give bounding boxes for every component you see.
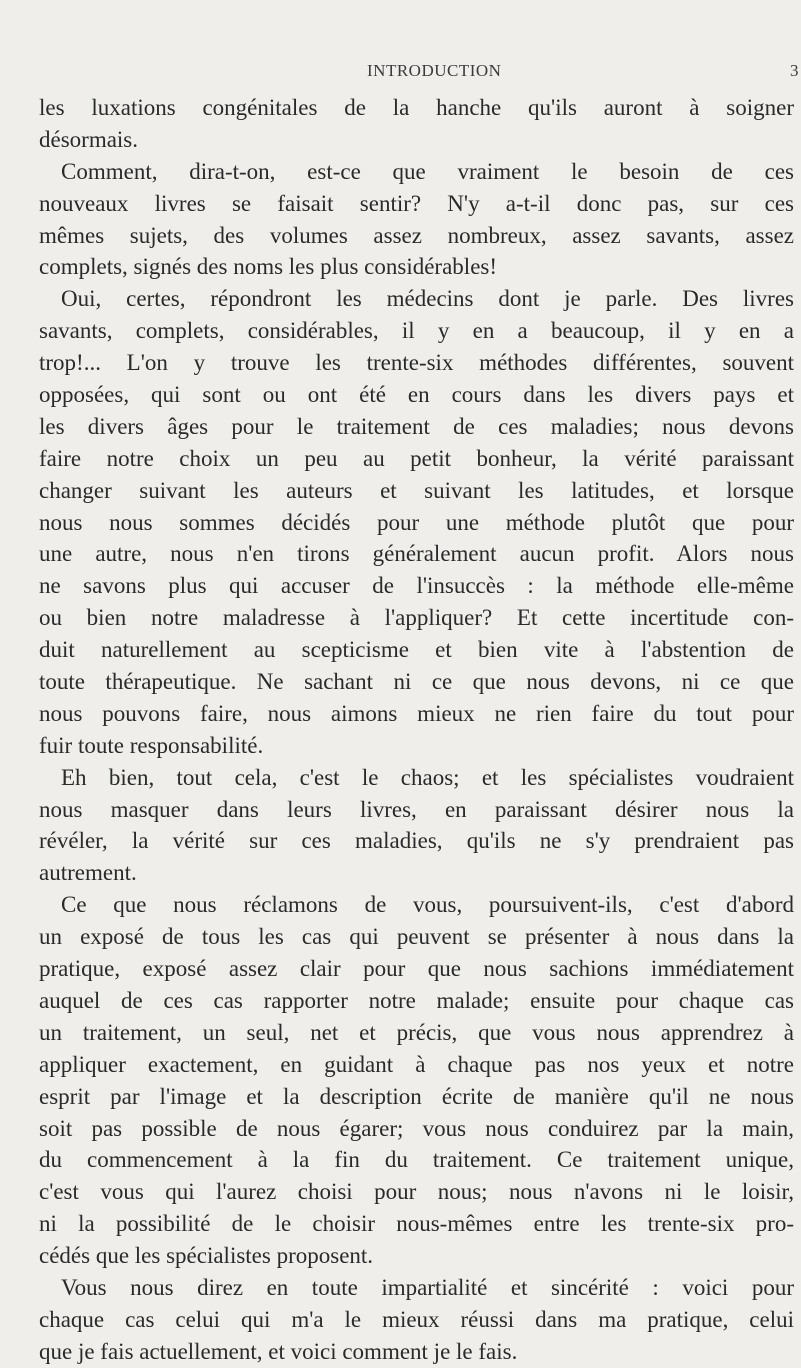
- text-line: Eh bien, tout cela, c'est le chaos; et les spécialistes voudraient: [61, 764, 794, 790]
- text-line: nous masquer dans leurs livres, en paraissant désirer nous la: [39, 796, 794, 822]
- text-line: c'est vous qui l'aurez choisi pour nous; nous n'avons ni le loisir,: [39, 1179, 794, 1205]
- text-line: toute thérapeutique. Ne sachant ni ce que nous devons, ni ce que: [39, 669, 794, 695]
- text-line: complets, signés des noms les plus considérables!: [39, 254, 498, 280]
- text-line: opposées, qui sont ou ont été en cours dans les divers pays et: [39, 382, 794, 408]
- text-line: autrement.: [39, 860, 137, 886]
- text-line: ou bien notre maladresse à l'appliquer? Et cette incertitude con-: [39, 605, 794, 631]
- text-line: duit naturellement au scepticisme et bien vite à l'abstention de: [39, 637, 794, 663]
- text-line: une autre, nous n'en tirons généralement aucun profit. Alors nous: [39, 541, 794, 567]
- text-line: nous nous sommes décidés pour une méthode plutôt que pour: [39, 509, 794, 535]
- paragraph-2: [39, 156, 794, 284]
- text-line: un traitement, un seul, net et précis, que vous nous apprendrez à: [39, 1019, 794, 1045]
- text-line: ne savons plus qui accuser de l'insuccès : la méthode elle-même: [39, 573, 794, 599]
- running-head: [0, 61, 801, 85]
- paragraph-1: [39, 92, 794, 156]
- paragraph-3: [39, 283, 794, 761]
- text-line: les divers âges pour le traitement de ces maladies; nous devons: [39, 413, 794, 439]
- text-line: Ce que nous réclamons de vous, poursuivent-ils, c'est d'abord: [61, 892, 794, 918]
- text-line: trop!... L'on y trouve les trente-six méthodes différentes, souvent: [39, 350, 794, 376]
- text-line: appliquer exactement, en guidant à chaque pas nos yeux et notre: [39, 1051, 794, 1077]
- text-line: faire notre choix un peu au petit bonheur, la vérité paraissant: [39, 445, 794, 471]
- text-line: du commencement à la fin du traitement. Ce traitement unique,: [39, 1147, 794, 1173]
- text-line: chaque cas celui qui m'a le mieux réussi dans ma pratique, celui: [39, 1306, 794, 1332]
- text-line: un exposé de tous les cas qui peuvent se présenter à nous dans la: [39, 924, 794, 950]
- paragraph-4: [39, 762, 794, 890]
- text-line: mêmes sujets, des volumes assez nombreux, assez savants, assez: [39, 222, 794, 248]
- text-line: désormais.: [39, 126, 139, 152]
- text-line: révéler, la vérité sur ces maladies, qu'ils ne s'y prendraient pas: [39, 828, 794, 854]
- text-line: nouveaux livres se faisait sentir? N'y a-t-il donc pas, sur ces: [39, 190, 794, 216]
- text-line: soit pas possible de nous égarer; vous nous conduirez par la main,: [39, 1115, 794, 1141]
- text-line: savants, complets, considérables, il y en a beaucoup, il y en a: [39, 318, 794, 344]
- text-line: les luxations congénitales de la hanche qu'ils auront à soigner: [39, 95, 794, 120]
- running-title: INTRODUCTION: [367, 61, 502, 80]
- text-line: pratique, exposé assez clair pour que nous sachions immédiatement: [39, 956, 794, 982]
- text-line: que je fais actuellement, et voici comment je le fais.: [39, 1338, 518, 1364]
- text-line: changer suivant les auteurs et suivant les latitudes, et lorsque: [39, 477, 794, 503]
- text-line: Vous nous direz en toute impartialité et sincérité : voici pour: [61, 1274, 794, 1300]
- paragraph-6: [39, 1272, 794, 1368]
- text-line: cédés que les spécialistes proposent.: [39, 1243, 374, 1269]
- paragraph-5: [39, 889, 794, 1272]
- text-line: ni la possibilité de le choisir nous-mêmes entre les trente-six pro-: [39, 1211, 794, 1237]
- text-line: nous pouvons faire, nous aimons mieux ne rien faire du tout pour: [39, 700, 794, 726]
- text-line: fuir toute responsabilité.: [39, 732, 264, 758]
- text-line: Oui, certes, répondront les médecins dont je parle. Des livres: [61, 286, 794, 312]
- body-text: [39, 92, 794, 1368]
- text-line: auquel de ces cas rapporter notre malade; ensuite pour chaque cas: [39, 987, 794, 1013]
- page-number: 3: [790, 61, 799, 80]
- text-line: Comment, dira-t-on, est-ce que vraiment le besoin de ces: [61, 158, 794, 184]
- text-line: esprit par l'image et la description écrite de manière qu'il ne nous: [39, 1083, 794, 1109]
